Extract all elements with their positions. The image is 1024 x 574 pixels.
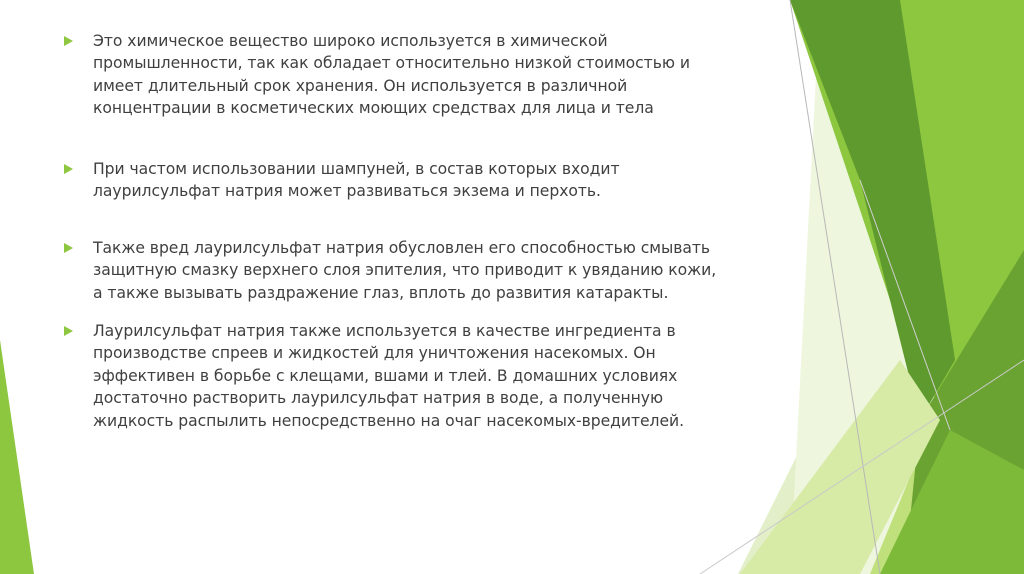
bullet-3-line-2: защитную смазку верхнего слоя эпителия, что приводит к увяданию кожи,: [93, 261, 717, 280]
bullet-1-line-4: концентрации в косметических моющих средствах для лица и тела: [93, 99, 654, 118]
bullet-4-line-2: производстве спреев и жидкостей для уничтожения насекомых. Он: [93, 344, 656, 363]
bullet-1-line-2: промышленности, так как обладает относительно низкой стоимостью и: [93, 54, 690, 73]
bullet-arrow-icon: [64, 243, 73, 253]
bullet-3-line-3: а также вызывать раздражение глаз, вплоть до развития катаракты.: [93, 283, 669, 302]
left-green-sliver: [0, 340, 34, 574]
bullet-arrow-icon: [64, 326, 73, 336]
bullet-item-2: [64, 158, 620, 203]
bullet-4-line-5: жидкость распылить непосредственно на очаг насекомых-вредителей.: [93, 411, 685, 430]
bullet-4-line-1: Лаурилсульфат натрия также используется в качестве ингредиента в: [93, 322, 676, 340]
bullet-4-line-4: достаточно растворить лаурилсульфат натрия в воде, а полученную: [93, 389, 664, 408]
bullet-3-line-1: Также вред лаурилсульфат натрия обусловлен его способностью смывать: [93, 239, 711, 257]
bullet-item-4: [64, 320, 684, 432]
bullet-4-line-3: эффективен в борьбе с клещами, вшами и тлей. В домашних условиях: [93, 366, 678, 385]
bullet-arrow-icon: [64, 36, 73, 46]
bullet-2-line-1: При частом использовании шампуней, в состав которых входит: [93, 160, 620, 178]
bullet-item-3: [64, 237, 716, 304]
bullet-2-line-2: лаурилсульфат натрия может развиваться экзема и перхоть.: [93, 182, 601, 201]
bullet-1-line-1: Это химическое вещество широко используется в химической: [93, 32, 608, 50]
bullet-item-1: [64, 30, 690, 120]
bullet-arrow-icon: [64, 164, 73, 174]
bullet-1-line-3: имеет длительный срок хранения. Он используется в различной: [93, 76, 628, 95]
